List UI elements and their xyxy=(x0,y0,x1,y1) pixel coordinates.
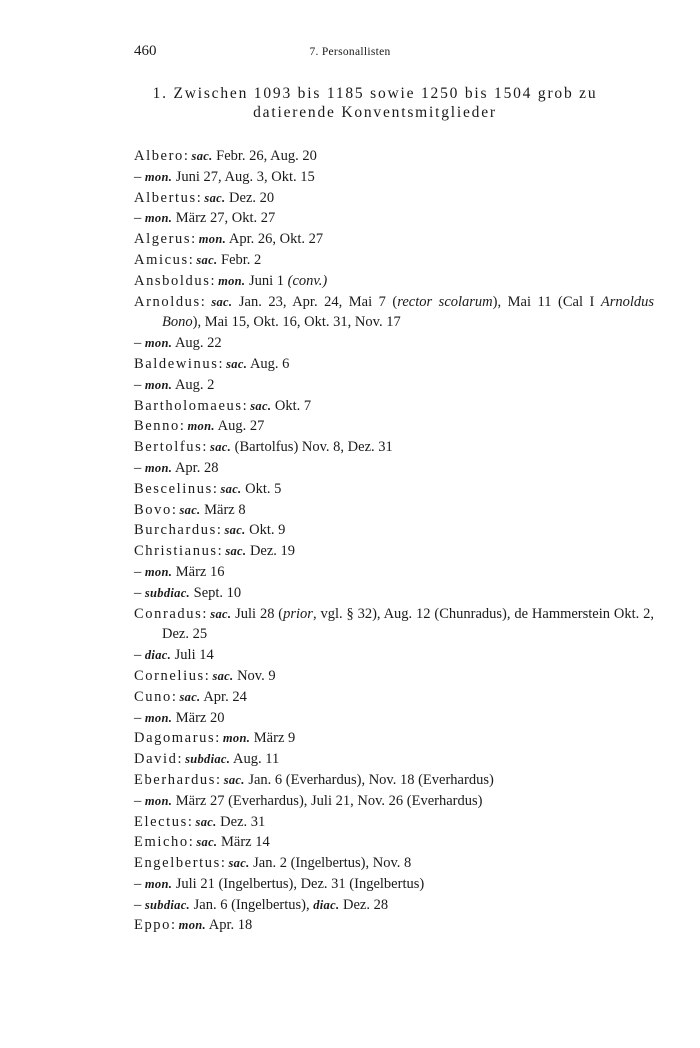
date-list: März 16 xyxy=(175,563,225,580)
member-entry xyxy=(134,583,654,604)
member-entry xyxy=(134,375,654,396)
date-list: März 27, Okt. 27 xyxy=(175,210,276,227)
member-name: Bovo xyxy=(134,501,172,518)
member-entry: Albero: sac. Febr. 26, Aug. 20 xyxy=(134,148,317,164)
member-name: Algerus xyxy=(134,231,192,248)
role-abbreviation: subdiac. xyxy=(144,897,190,912)
member-entry xyxy=(134,874,654,895)
role-abbreviation: mon. xyxy=(144,710,173,725)
member-entry: Bovo: sac. März 8 xyxy=(134,501,246,518)
role-abbreviation: mon. xyxy=(222,731,251,746)
member-name: Dagomarus xyxy=(134,730,216,747)
member-name: Conradus xyxy=(134,605,203,622)
continuation-dash: – xyxy=(134,459,142,476)
member-name: Albero xyxy=(134,148,184,164)
date-list: März 20 xyxy=(175,709,225,726)
continuation-dash: – xyxy=(134,335,142,352)
role-abbreviation: mon. xyxy=(144,793,173,808)
member-name: Baldewinus xyxy=(134,355,219,372)
date-list: Dez. 20 xyxy=(229,189,275,206)
continuation-dash: – xyxy=(134,896,142,913)
section-heading xyxy=(140,84,610,122)
role-abbreviation: mon. xyxy=(144,460,173,475)
member-entry xyxy=(134,208,654,229)
member-name: Christianus xyxy=(134,543,218,560)
date-list: Aug. 27 xyxy=(217,418,265,435)
role-abbreviation: sac. xyxy=(179,502,201,517)
member-name: Bertolfus xyxy=(134,439,203,456)
section-heading-line-2: datierende Konventsmitglieder xyxy=(253,104,497,121)
role-abbreviation: sac. xyxy=(228,856,250,871)
member-entry xyxy=(134,791,654,812)
role-abbreviation: sac. xyxy=(223,772,245,787)
italic-note: (conv.) xyxy=(287,272,328,289)
role-abbreviation: sac. xyxy=(250,398,272,413)
date-list: Apr. 26, Okt. 27 xyxy=(228,231,324,248)
date-list: Juli 21 (Ingelbertus), Dez. 31 (Ingelbertus) xyxy=(175,875,425,892)
member-name: Engelbertus xyxy=(134,855,221,872)
date-list: Sept. 10 xyxy=(193,584,242,601)
running-head: 7. Personallisten xyxy=(309,46,391,58)
member-entry: Eberhardus: sac. Jan. 6 (Everhardus), Nov. 18 (Everhardus) xyxy=(134,771,494,788)
member-entry: Christianus: sac. Dez. 19 xyxy=(134,543,296,560)
member-name: Cuno xyxy=(134,688,172,705)
member-entry xyxy=(134,708,654,729)
date-list: Juni 1 xyxy=(248,272,285,289)
date-list: Apr. 28 xyxy=(174,459,219,476)
role-abbreviation: mon. xyxy=(218,273,246,288)
date-list: Dez. 19 xyxy=(249,543,296,560)
continuation-dash: – xyxy=(134,792,142,809)
member-name: Arnoldus xyxy=(134,293,201,310)
member-name: Bartholomaeus xyxy=(134,397,243,414)
role-abbreviation: sac. xyxy=(224,523,246,538)
role-abbreviation: mon. xyxy=(144,169,173,184)
member-name: Eppo xyxy=(134,917,172,934)
member-name: Electus xyxy=(134,813,188,830)
member-entry: Electus: sac. Dez. 31 xyxy=(134,813,266,830)
date-list: (Bartolfus) Nov. 8, Dez. 31 xyxy=(234,439,393,456)
continuation-dash: – xyxy=(134,168,142,185)
member-list xyxy=(134,146,654,936)
member-entry: Emicho: sac. März 14 xyxy=(134,834,270,851)
member-entry xyxy=(134,458,654,479)
role-abbreviation: mon. xyxy=(144,876,173,891)
member-entry: Arnoldus: sac. Jan. 23, Apr. 24, Mai 7 (rector scolarum), Mai 11 (Cal I Arnoldus Bono), Mai 15, Okt. 16, Okt. 31, Nov. 17 xyxy=(134,293,655,331)
member-entry: Algerus: mon. Apr. 26, Okt. 27 xyxy=(134,231,324,248)
date-list: März 27 (Everhardus), Juli 21, Nov. 26 (Everhardus) xyxy=(175,792,483,809)
member-entry xyxy=(134,895,654,916)
date-list: Nov. 9 xyxy=(237,667,276,684)
date-list: Febr. 2 xyxy=(221,251,262,268)
role-abbreviation: sac. xyxy=(196,252,218,267)
role-abbreviation: sac. xyxy=(226,356,248,371)
role-abbreviation: sac. xyxy=(225,544,247,559)
role-abbreviation: sac. xyxy=(191,149,213,163)
continuation-dash: – xyxy=(134,709,142,726)
role-abbreviation: sac. xyxy=(195,814,217,829)
member-entry: Baldewinus: sac. Aug. 6 xyxy=(134,355,290,372)
continuation-dash: – xyxy=(134,376,142,393)
date-list: Jan. 23, Apr. 24, Mai 7 ( xyxy=(238,293,398,310)
date-list: Dez. 28 xyxy=(343,896,389,913)
role-abbreviation: diac. xyxy=(313,897,340,912)
member-name: Cornelius xyxy=(134,667,205,684)
member-entry: Eppo: mon. Apr. 18 xyxy=(134,917,253,934)
date-list: ), Mai 15, Okt. 16, Okt. 31, Nov. 17 xyxy=(192,314,401,331)
continuation-dash: – xyxy=(134,210,142,227)
member-name: Ansboldus xyxy=(134,272,211,289)
date-list: Juli 28 ( xyxy=(235,605,284,622)
member-name: Benno xyxy=(134,418,180,435)
date-list: ), Mai 11 (Cal I xyxy=(492,293,601,310)
member-entry: Cornelius: sac. Nov. 9 xyxy=(134,667,276,684)
role-abbreviation: sac. xyxy=(210,606,232,621)
member-entry: Benno: mon. Aug. 27 xyxy=(134,418,265,435)
date-list: Febr. 26, Aug. 20 xyxy=(216,148,317,164)
section-heading-line-1: 1. Zwischen 1093 bis 1185 sowie 1250 bis 1504 grob zu xyxy=(152,85,598,102)
role-abbreviation: sac. xyxy=(212,668,234,683)
role-abbreviation: sac. xyxy=(204,190,226,205)
italic-note: rector scolarum xyxy=(397,293,493,310)
member-entry: Bartholomaeus: sac. Okt. 7 xyxy=(134,397,312,414)
member-name: David xyxy=(134,751,178,768)
role-abbreviation: sac. xyxy=(211,294,233,309)
role-abbreviation: mon. xyxy=(178,918,206,933)
continuation-dash: – xyxy=(134,563,142,580)
member-entry xyxy=(134,562,654,583)
italic-note: prior xyxy=(283,605,313,622)
member-entry: Burchardus: sac. Okt. 9 xyxy=(134,522,286,539)
continuation-dash: – xyxy=(134,647,142,664)
role-abbreviation: mon. xyxy=(144,336,173,351)
date-list: März 8 xyxy=(204,501,246,518)
date-list: Apr. 18 xyxy=(208,917,253,934)
role-abbreviation: mon. xyxy=(198,232,227,247)
member-entry: Conradus: sac. Juli 28 (prior, vgl. § 32), Aug. 12 (Chunradus), de Hammerstein Okt. 2, Dez. 25 xyxy=(134,605,654,643)
member-name: Eberhardus xyxy=(134,771,217,788)
member-entry xyxy=(134,167,654,188)
date-list: Jan. 6 (Ingelbertus), xyxy=(193,896,310,913)
date-list: Juli 14 xyxy=(174,647,214,664)
role-abbreviation: sac. xyxy=(220,481,242,496)
member-entry: Engelbertus: sac. Jan. 2 (Ingelbertus), Nov. 8 xyxy=(134,855,412,872)
continuation-dash: – xyxy=(134,584,142,601)
role-abbreviation: diac. xyxy=(144,648,172,663)
date-list: Jan. 6 (Everhardus), Nov. 18 (Everhardus) xyxy=(248,771,494,788)
member-entry: David: subdiac. Aug. 11 xyxy=(134,751,280,768)
date-list: Jan. 2 (Ingelbertus), Nov. 8 xyxy=(253,855,412,872)
member-entry: Ansboldus: mon. Juni 1 (conv.) xyxy=(134,272,328,289)
member-entry: Bescelinus: sac. Okt. 5 xyxy=(134,480,282,497)
role-abbreviation: mon. xyxy=(187,419,215,434)
role-abbreviation: mon. xyxy=(144,211,173,226)
date-list: Aug. 6 xyxy=(249,355,290,372)
member-entry: Amicus: sac. Febr. 2 xyxy=(134,251,262,268)
date-list: Apr. 24 xyxy=(203,688,247,705)
member-name: Burchardus xyxy=(134,522,217,539)
date-list: Aug. 11 xyxy=(233,751,280,768)
member-entry: Albertus: sac. Dez. 20 xyxy=(134,189,275,206)
role-abbreviation: subdiac. xyxy=(185,752,231,767)
date-list: Okt. 9 xyxy=(249,522,286,539)
role-abbreviation: sac. xyxy=(196,835,218,850)
date-list: März 9 xyxy=(253,730,296,747)
continuation-dash: – xyxy=(134,875,142,892)
date-list: Juni 27, Aug. 3, Okt. 15 xyxy=(175,168,315,185)
date-list: Aug. 2 xyxy=(174,376,215,393)
role-abbreviation: sac. xyxy=(179,689,201,704)
member-name: Amicus xyxy=(134,251,189,268)
member-entry: Dagomarus: mon. März 9 xyxy=(134,730,296,747)
date-list: Okt. 7 xyxy=(274,397,312,414)
date-list: , vgl. § 32), Aug. 12 (Chunradus), de Hammerstein Okt. 2, Dez. 25 xyxy=(162,605,654,643)
italic-note: Arnoldus Bono xyxy=(162,293,655,331)
role-abbreviation: mon. xyxy=(144,377,173,392)
role-abbreviation: mon. xyxy=(144,564,173,579)
member-name: Bescelinus xyxy=(134,480,213,497)
role-abbreviation: subdiac. xyxy=(144,585,190,600)
date-list: Aug. 22 xyxy=(174,335,222,352)
member-entry: Cuno: sac. Apr. 24 xyxy=(134,688,247,705)
date-list: Okt. 5 xyxy=(245,480,282,497)
member-name: Emicho xyxy=(134,834,189,851)
date-list: Dez. 31 xyxy=(220,813,266,830)
member-name: Albertus xyxy=(134,189,197,206)
role-abbreviation: sac. xyxy=(210,440,232,455)
page-number: 460 xyxy=(134,43,157,59)
member-entry xyxy=(134,333,654,354)
date-list: März 14 xyxy=(220,834,270,851)
member-entry xyxy=(134,645,654,666)
member-entry: Bertolfus: sac. (Bartolfus) Nov. 8, Dez. 31 xyxy=(134,439,393,456)
